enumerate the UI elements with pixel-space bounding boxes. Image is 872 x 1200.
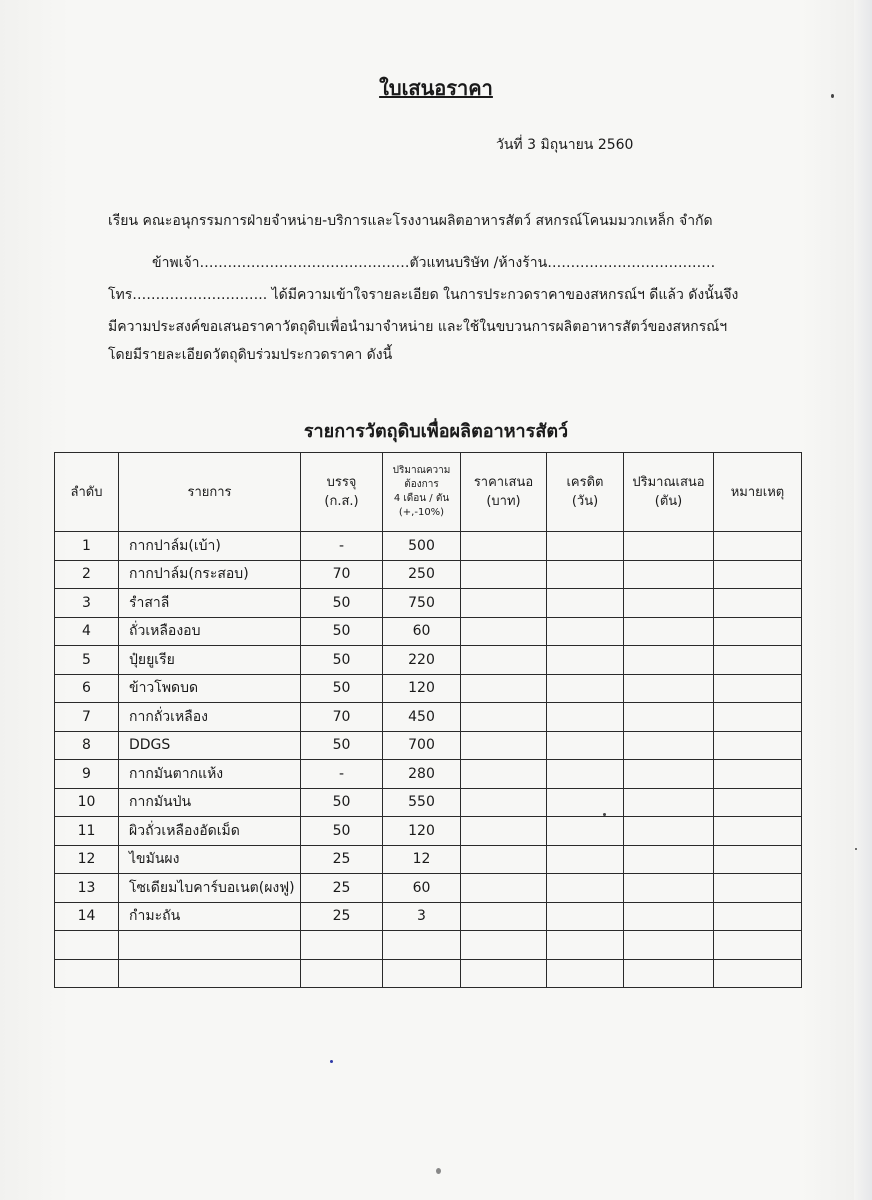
row-required-qty: 750 xyxy=(383,589,461,618)
row-pack-size: 70 xyxy=(301,703,383,732)
row-price-cell xyxy=(461,959,547,988)
row-required-qty: 60 xyxy=(383,617,461,646)
row-pack-size: 50 xyxy=(301,788,383,817)
row-required-qty: 60 xyxy=(383,874,461,903)
header-credit: เครดิต (วัน) xyxy=(547,453,624,532)
row-pack-size: 25 xyxy=(301,902,383,931)
row-item-name: ถั่วเหลืองอบ xyxy=(119,617,301,646)
row-price-cell xyxy=(461,674,547,703)
row-number: 1 xyxy=(55,532,119,561)
row-item-name xyxy=(119,959,301,988)
header-price: ราคาเสนอ (บาท) xyxy=(461,453,547,532)
row-price-cell xyxy=(461,874,547,903)
row-required-qty: 120 xyxy=(383,674,461,703)
row-offer-qty-cell xyxy=(624,931,714,960)
row-number: 3 xyxy=(55,589,119,618)
row-pack-size: 50 xyxy=(301,817,383,846)
table-row xyxy=(55,845,802,874)
row-number: 10 xyxy=(55,788,119,817)
row-offer-qty-cell xyxy=(624,959,714,988)
row-item-name: DDGS xyxy=(119,731,301,760)
row-pack-size: 50 xyxy=(301,674,383,703)
row-item-name: กากถั่วเหลือง xyxy=(119,703,301,732)
row-price-cell xyxy=(461,760,547,789)
row-price-cell xyxy=(461,817,547,846)
row-offer-qty-cell xyxy=(624,902,714,931)
table-row xyxy=(55,874,802,903)
row-offer-qty-cell xyxy=(624,617,714,646)
row-credit-cell xyxy=(547,532,624,561)
row-credit-cell xyxy=(547,760,624,789)
table-title: รายการวัตถุดิบเพื่อผลิตอาหารสัตว์ xyxy=(303,421,569,442)
table-row xyxy=(55,931,802,960)
row-credit-cell xyxy=(547,959,624,988)
header-no: ลำดับ xyxy=(55,453,119,532)
row-remark-cell xyxy=(714,674,802,703)
row-required-qty: 500 xyxy=(383,532,461,561)
row-item-name: กากมันป่น xyxy=(119,788,301,817)
row-pack-size: 50 xyxy=(301,646,383,675)
purpose-line: มีความประสงค์ขอเสนอราคาวัตถุดิบเพื่อนำมาจำหน่าย และใช้ในขบวนการผลิตอาหารสัตว์ของสหกรณ์ฯ xyxy=(108,319,728,335)
row-item-name: กากมันตากแห้ง xyxy=(119,760,301,789)
row-remark-cell xyxy=(714,646,802,675)
row-offer-qty-cell xyxy=(624,788,714,817)
scan-speck xyxy=(831,94,834,98)
row-item-name: โซเดียมไบคาร์บอเนต(ผงฟู) xyxy=(119,874,301,903)
row-credit-cell xyxy=(547,817,624,846)
row-required-qty: 220 xyxy=(383,646,461,675)
row-remark-cell xyxy=(714,788,802,817)
row-number: 8 xyxy=(55,731,119,760)
phone-line: โทร……………………….. ได้มีความเข้าใจรายละเอียด ในการประกวดราคาของสหกรณ์ฯ ดีแล้ว ดังนั้นจึง xyxy=(108,287,739,303)
table-row xyxy=(55,959,802,988)
row-number: 13 xyxy=(55,874,119,903)
row-price-cell xyxy=(461,589,547,618)
header-item: รายการ xyxy=(119,453,301,532)
row-item-name: ข้าวโพดบด xyxy=(119,674,301,703)
row-required-qty: 550 xyxy=(383,788,461,817)
row-credit-cell xyxy=(547,589,624,618)
row-price-cell xyxy=(461,560,547,589)
row-offer-qty-cell xyxy=(624,560,714,589)
scan-speck xyxy=(436,1168,441,1174)
row-credit-cell xyxy=(547,931,624,960)
row-remark-cell xyxy=(714,931,802,960)
row-price-cell xyxy=(461,931,547,960)
row-price-cell xyxy=(461,532,547,561)
table-row xyxy=(55,674,802,703)
row-pack-size: 25 xyxy=(301,845,383,874)
row-number: 11 xyxy=(55,817,119,846)
header-required-qty: ปริมาณความ ต้องการ 4 เดือน / ตัน (+,-10%) xyxy=(383,453,461,532)
table-row xyxy=(55,760,802,789)
row-offer-qty-cell xyxy=(624,817,714,846)
row-item-name: รำสาลี xyxy=(119,589,301,618)
row-remark-cell xyxy=(714,874,802,903)
row-credit-cell xyxy=(547,788,624,817)
row-offer-qty-cell xyxy=(624,845,714,874)
row-pack-size: 70 xyxy=(301,560,383,589)
row-pack-size: 25 xyxy=(301,874,383,903)
row-required-qty: 450 xyxy=(383,703,461,732)
row-required-qty: 700 xyxy=(383,731,461,760)
row-item-name: กำมะถัน xyxy=(119,902,301,931)
table-row xyxy=(55,532,802,561)
row-item-name: กากปาล์ม(เบ้า) xyxy=(119,532,301,561)
row-number: 6 xyxy=(55,674,119,703)
row-offer-qty-cell xyxy=(624,589,714,618)
row-number: 2 xyxy=(55,560,119,589)
row-pack-size: - xyxy=(301,532,383,561)
row-remark-cell xyxy=(714,731,802,760)
row-remark-cell xyxy=(714,760,802,789)
row-remark-cell xyxy=(714,703,802,732)
page-edge-shadow xyxy=(854,0,872,1200)
row-required-qty: 120 xyxy=(383,817,461,846)
row-number: 7 xyxy=(55,703,119,732)
row-item-name xyxy=(119,931,301,960)
row-price-cell xyxy=(461,646,547,675)
materials-table xyxy=(54,452,802,988)
header-pack: บรรจุ (ก.ส.) xyxy=(301,453,383,532)
table-row xyxy=(55,902,802,931)
row-pack-size: 50 xyxy=(301,617,383,646)
table-row xyxy=(55,817,802,846)
row-remark-cell xyxy=(714,959,802,988)
row-offer-qty-cell xyxy=(624,731,714,760)
table-row xyxy=(55,589,802,618)
row-required-qty: 250 xyxy=(383,560,461,589)
row-required-qty: 12 xyxy=(383,845,461,874)
row-credit-cell xyxy=(547,617,624,646)
row-pack-size xyxy=(301,931,383,960)
row-remark-cell xyxy=(714,845,802,874)
row-number xyxy=(55,931,119,960)
row-required-qty xyxy=(383,931,461,960)
scan-speck xyxy=(603,813,606,816)
row-item-name: กากปาล์ม(กระสอบ) xyxy=(119,560,301,589)
row-item-name: ผิวถั่วเหลืองอัดเม็ด xyxy=(119,817,301,846)
row-remark-cell xyxy=(714,617,802,646)
row-price-cell xyxy=(461,788,547,817)
row-credit-cell xyxy=(547,845,624,874)
scan-speck xyxy=(855,848,857,850)
document-date: วันที่ 3 มิถุนายน 2560 xyxy=(496,137,634,153)
row-price-cell xyxy=(461,902,547,931)
row-pack-size: - xyxy=(301,760,383,789)
row-offer-qty-cell xyxy=(624,760,714,789)
details-line: โดยมีรายละเอียดวัตถุดิบร่วมประกวดราคา ดังนี้ xyxy=(108,347,393,363)
row-required-qty: 280 xyxy=(383,760,461,789)
row-pack-size xyxy=(301,959,383,988)
row-item-name: ปุ๋ยยูเรีย xyxy=(119,646,301,675)
row-pack-size: 50 xyxy=(301,589,383,618)
row-remark-cell xyxy=(714,532,802,561)
row-price-cell xyxy=(461,731,547,760)
row-offer-qty-cell xyxy=(624,674,714,703)
table-row xyxy=(55,617,802,646)
header-remark: หมายเหตุ xyxy=(714,453,802,532)
row-offer-qty-cell xyxy=(624,532,714,561)
row-number: 4 xyxy=(55,617,119,646)
table-row xyxy=(55,731,802,760)
row-offer-qty-cell xyxy=(624,703,714,732)
row-number xyxy=(55,959,119,988)
row-credit-cell xyxy=(547,646,624,675)
row-remark-cell xyxy=(714,560,802,589)
scan-speck xyxy=(330,1060,333,1063)
row-item-name: ไขมันผง xyxy=(119,845,301,874)
row-remark-cell xyxy=(714,817,802,846)
table-row xyxy=(55,788,802,817)
table-row xyxy=(55,703,802,732)
table-header-row xyxy=(55,453,802,532)
row-number: 14 xyxy=(55,902,119,931)
document-title: ใบเสนอราคา xyxy=(379,76,493,100)
row-required-qty xyxy=(383,959,461,988)
applicant-line: ข้าพเจ้า………………………………………ตัวแทนบริษัท /ห้างร้าน……………………………… xyxy=(152,255,716,271)
row-remark-cell xyxy=(714,589,802,618)
row-price-cell xyxy=(461,703,547,732)
row-price-cell xyxy=(461,617,547,646)
row-number: 12 xyxy=(55,845,119,874)
recipient-line: เรียน คณะอนุกรรมการฝ่ายจำหน่าย-บริการและโรงงานผลิตอาหารสัตว์ สหกรณ์โคนมมวกเหล็ก จำกัด xyxy=(108,213,713,229)
row-number: 5 xyxy=(55,646,119,675)
row-credit-cell xyxy=(547,902,624,931)
row-required-qty: 3 xyxy=(383,902,461,931)
row-number: 9 xyxy=(55,760,119,789)
table-row xyxy=(55,560,802,589)
row-price-cell xyxy=(461,845,547,874)
row-credit-cell xyxy=(547,703,624,732)
row-offer-qty-cell xyxy=(624,874,714,903)
row-offer-qty-cell xyxy=(624,646,714,675)
row-credit-cell xyxy=(547,874,624,903)
row-remark-cell xyxy=(714,902,802,931)
row-credit-cell xyxy=(547,731,624,760)
row-credit-cell xyxy=(547,560,624,589)
header-offer-qty: ปริมาณเสนอ (ตัน) xyxy=(624,453,714,532)
table-row xyxy=(55,646,802,675)
row-credit-cell xyxy=(547,674,624,703)
row-pack-size: 50 xyxy=(301,731,383,760)
